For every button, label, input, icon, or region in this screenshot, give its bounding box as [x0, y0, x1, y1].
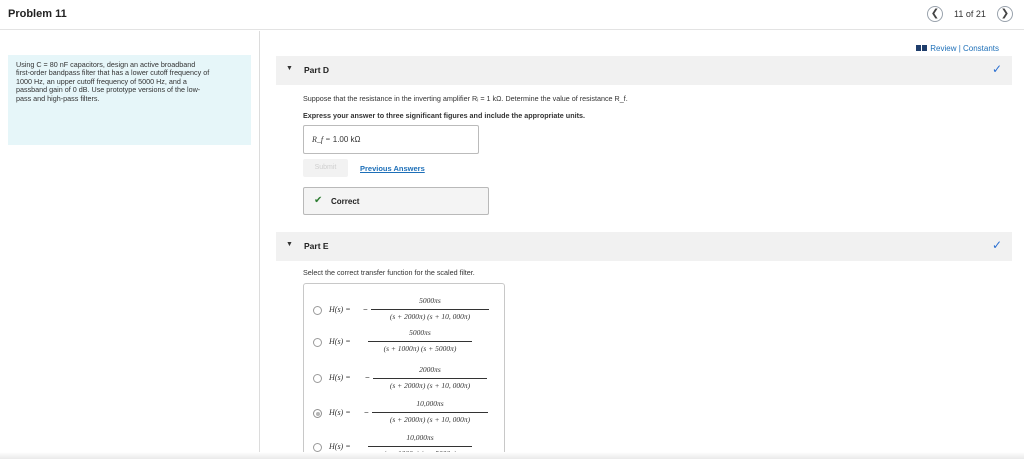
transfer-function-options: [303, 283, 505, 459]
answer-label: R_f =: [312, 135, 331, 144]
option-lhs: H(s) =: [329, 337, 351, 346]
answer-value: 1.00 kΩ: [332, 135, 361, 144]
radio-button[interactable]: [313, 338, 322, 347]
statement-line: 1000 Hz, an upper cutoff frequency of 5000 Hz, and a: [16, 76, 187, 86]
option-item[interactable]: [304, 398, 504, 432]
radio-button[interactable]: [313, 409, 322, 418]
part-e-question: Select the correct transfer function for the scaled filter.: [303, 268, 475, 277]
correct-feedback: [303, 187, 489, 215]
part-d-header[interactable]: [276, 56, 1012, 85]
option-denominator: (s + 2000π) (s + 10, 000π): [389, 415, 471, 424]
part-e-title: Part E: [304, 241, 329, 251]
fraction-bar: [371, 309, 489, 310]
next-problem-button[interactable]: [997, 6, 1013, 22]
fraction-bar: [372, 412, 488, 413]
statement-line: pass and high-pass filters.: [16, 93, 100, 103]
checkmark-icon: ✔: [314, 195, 323, 206]
checkmark-icon: ✓: [991, 238, 1002, 252]
option-numerator: 5000πs: [409, 328, 431, 337]
fraction-bar: [373, 378, 487, 379]
option-denominator: (s + 2000π) (s + 10, 000π): [389, 381, 471, 390]
review-constants-link[interactable]: [916, 44, 999, 53]
top-bar: [0, 0, 1024, 30]
page-counter: 11 of 21: [954, 9, 986, 19]
chevron-right-icon: ❯: [1000, 8, 1010, 19]
statement-line: Using C = 80 nF capacitors, design an active broadband: [16, 60, 196, 69]
option-lhs: H(s) =: [329, 373, 351, 382]
option-numerator: 10,000πs: [406, 433, 434, 442]
option-lhs: H(s) =: [329, 442, 351, 451]
review-constants-label: Review | Constants: [930, 44, 1000, 53]
submit-button[interactable]: Submit: [303, 159, 348, 177]
option-numerator: 5000πs: [419, 296, 441, 305]
problem-panel: [0, 31, 260, 459]
option-sign: −: [364, 408, 369, 417]
previous-problem-button[interactable]: [927, 6, 943, 22]
option-lhs: H(s) =: [329, 305, 351, 314]
part-d-title: Part D: [304, 65, 330, 75]
statement-line: passband gain of 0 dB. Use prototype versions of the low-: [16, 85, 201, 95]
radio-button[interactable]: [313, 443, 322, 452]
answer-content: [312, 135, 361, 144]
fraction-bar: [368, 341, 472, 342]
checkmark-icon: ✓: [991, 62, 1002, 76]
problem-title: Problem 11: [8, 8, 67, 20]
chevron-left-icon: ❮: [930, 8, 940, 19]
option-numerator: 2000πs: [419, 365, 441, 374]
option-denominator: (s + 1000π) (s + 5000π): [383, 344, 457, 353]
bottom-edge: [0, 452, 1024, 459]
option-sign: −: [363, 305, 368, 314]
option-item[interactable]: [304, 328, 504, 362]
part-e-header[interactable]: [276, 232, 1012, 261]
feedback-text: Correct: [331, 197, 360, 206]
fraction-bar: [368, 446, 472, 447]
part-d-instruction: Express your answer to three significant figures and include the appropriate units.: [303, 111, 585, 120]
caret-down-icon: ▼: [286, 65, 293, 72]
review-icon: [922, 45, 927, 51]
radio-button[interactable]: [313, 374, 322, 383]
option-lhs: H(s) =: [329, 408, 351, 417]
review-icon: [916, 45, 921, 51]
statement-line: first-order bandpass filter that has a lower cutoff frequency of: [16, 68, 210, 78]
option-sign: −: [365, 373, 370, 382]
answer-field[interactable]: [303, 125, 479, 154]
option-item[interactable]: [304, 364, 504, 398]
option-item[interactable]: [304, 294, 504, 328]
part-d-question: Suppose that the resistance in the inverting amplifier Rᵢ = 1 kΩ. Determine the value of resistance R_f.: [303, 94, 628, 103]
caret-down-icon: ▼: [286, 241, 293, 248]
radio-button[interactable]: [313, 306, 322, 315]
option-denominator: (s + 2000π) (s + 10, 000π): [389, 312, 471, 321]
previous-answers-link[interactable]: Previous Answers: [360, 164, 425, 173]
option-numerator: 10,000πs: [416, 399, 444, 408]
problem-statement: [8, 55, 251, 145]
